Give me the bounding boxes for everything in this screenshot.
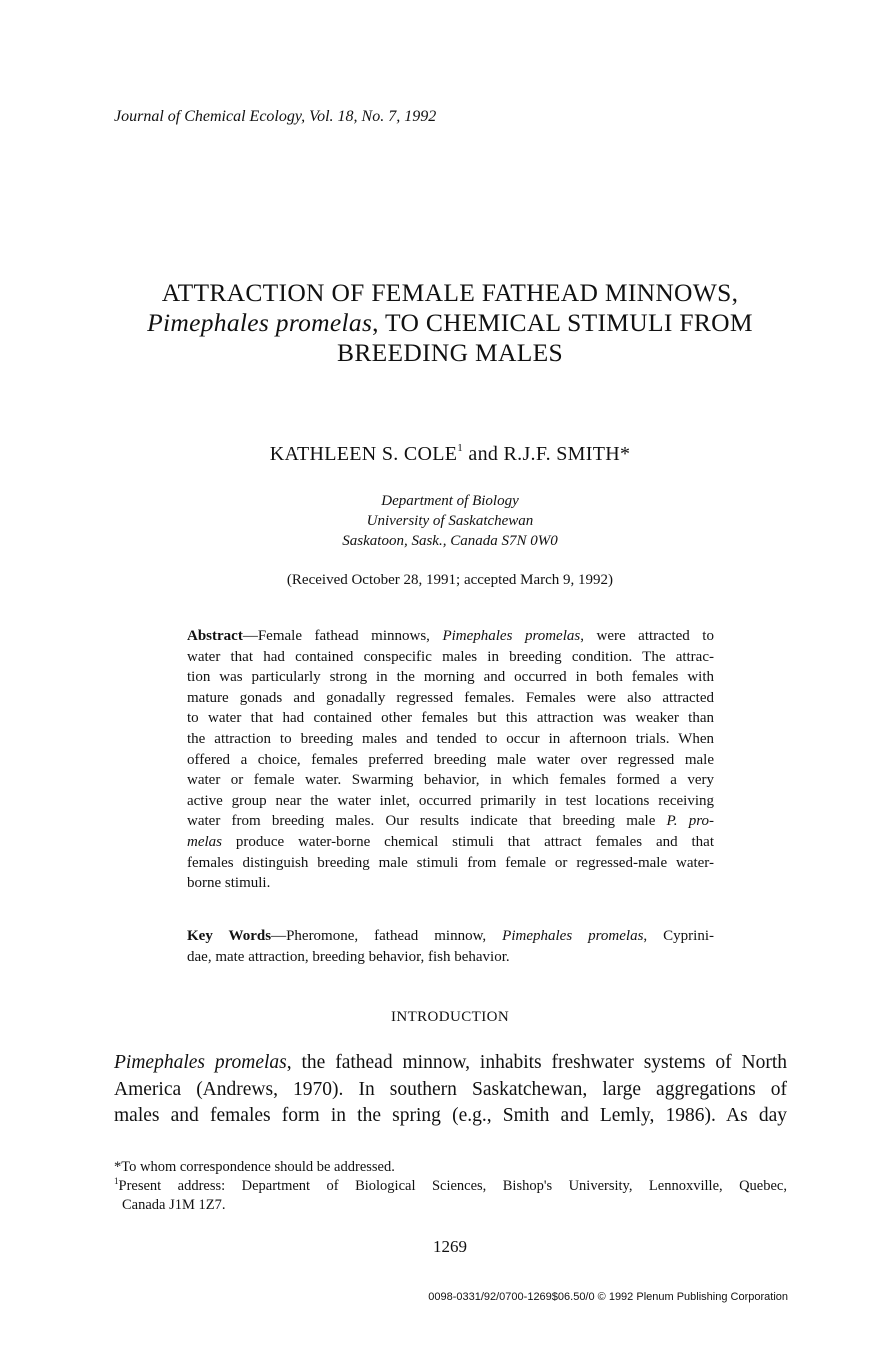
abstract	[187, 626, 714, 894]
abstract-line: mature gonads and gonadally regressed females. Females were also attracted	[187, 689, 714, 706]
abstract-line: to water that had contained other females but this attraction was weaker than	[187, 710, 714, 727]
footnote-present-address-cont: Canada J1M 1Z7.	[122, 1197, 226, 1213]
abstract-line: tion was particularly strong in the morning and occurred in both females with	[187, 669, 714, 686]
footnotes	[114, 1158, 787, 1215]
abstract-line: offered a choice, females preferred breeding male water over regressed male	[187, 751, 714, 768]
abstract-line	[187, 811, 714, 832]
key-words-line	[187, 926, 714, 947]
author-conjunction: and	[463, 443, 504, 465]
affiliation	[80, 491, 820, 551]
abstract-line	[187, 832, 714, 853]
footnote-correspondence: *To whom correspondence should be addressed.	[114, 1159, 395, 1175]
abstract-line: females distinguish breeding male stimuli from female or regressed-male water-	[187, 854, 714, 871]
received-dates: (Received October 28, 1991; accepted March 9, 1992)	[286, 572, 614, 588]
abstract-species-name: melas	[187, 833, 222, 850]
author-1: KATHLEEN S. COLE	[269, 443, 458, 465]
abstract-line: active group near the water inlet, occurred primarily in test locations receiving	[187, 792, 714, 809]
key-words-line: dae, mate attraction, breeding behavior, fish behavior.	[187, 949, 510, 965]
body-text: , the fathead minnow, inhabits freshwater systems of North	[286, 1052, 787, 1073]
abstract-line: borne stimuli.	[187, 875, 271, 892]
abstract-text: , were attracted to	[580, 628, 714, 644]
title-line-2	[80, 308, 820, 338]
footnote-mark: 1	[114, 1176, 119, 1186]
affiliation-university: University of Saskatchewan	[366, 513, 534, 529]
abstract-line: water that had contained conspecific males in breeding condition. The attrac-	[187, 648, 714, 665]
abstract-species-name: P. pro-	[666, 813, 714, 830]
article-title	[80, 278, 820, 368]
page-number: 1269	[433, 1237, 467, 1256]
title-line-1: ATTRACTION OF FEMALE FATHEAD MINNOWS,	[161, 278, 739, 307]
abstract-line: the attraction to breeding males and tended to occur in afternoon trials. When	[187, 730, 714, 747]
journal-citation: Journal of Chemical Ecology, Vol. 18, No. 7, 1992	[114, 108, 437, 125]
key-words-label: Key Words	[187, 928, 272, 944]
author-1-footnote-mark: 1	[457, 442, 464, 454]
title-line-3: BREEDING MALES	[337, 338, 563, 367]
copyright-line: 0098-0331/92/0700-1269$06.50/0 © 1992 Plenum Publishing Corporation	[428, 1291, 788, 1303]
key-words-text: —Pheromone, fathead minnow,	[271, 928, 503, 944]
abstract-species-name: Pimephales promelas	[442, 628, 581, 644]
affiliation-address: Saskatoon, Sask., Canada S7N 0W0	[342, 533, 558, 549]
body-line: America (Andrews, 1970). In southern Saskatchewan, large aggregations of	[114, 1078, 787, 1100]
body-species-name: Pimephales promelas	[114, 1052, 287, 1073]
author-2: R.J.F. SMITH*	[503, 443, 631, 465]
section-heading-introduction: INTRODUCTION	[390, 1009, 510, 1025]
key-words	[187, 926, 714, 968]
footnote-present-address	[114, 1177, 787, 1196]
body-line: males and females form in the spring (e.g., Smith and Lemly, 1986). As day	[114, 1105, 787, 1126]
key-words-text: , Cyprini-	[643, 928, 714, 944]
key-words-species-name: Pimephales promelas	[502, 928, 644, 944]
author-list	[80, 443, 820, 466]
abstract-label: Abstract	[187, 628, 243, 644]
introduction-text	[114, 1050, 787, 1130]
abstract-line	[187, 626, 714, 647]
body-line	[114, 1050, 787, 1077]
footnote-text: Present address: Department of Biological Sciences, Bishop's University, Lennoxville, Quebec,	[118, 1178, 787, 1194]
abstract-text: water from breeding males. Our results indicate that breeding male	[187, 813, 667, 830]
affiliation-department: Department of Biology	[381, 493, 519, 509]
title-line-2-rest: , TO CHEMICAL STIMULI FROM	[372, 308, 753, 337]
abstract-line: water or female water. Swarming behavior, in which females formed a very	[187, 772, 714, 789]
title-species-name: Pimephales promelas	[147, 308, 373, 337]
abstract-text: —Female fathead minnows,	[242, 628, 443, 644]
abstract-text: produce water-borne chemical stimuli that attract females and that	[222, 833, 714, 850]
